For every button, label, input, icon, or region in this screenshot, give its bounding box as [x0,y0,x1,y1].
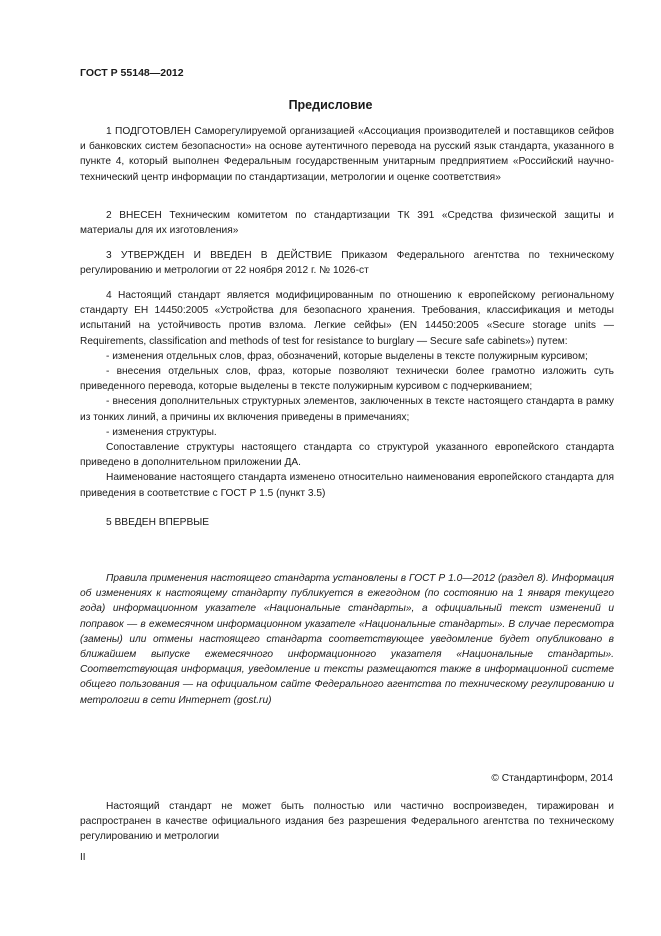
section-4 [80,288,614,501]
reproduction-notice [80,799,614,845]
reproduction-notice-text: Настоящий стандарт не может быть полностью или частично воспроизведен, тиражирован и распространен в качестве официального издания без разрешения Федерального агентства по техническому регулированию и метрологии [80,801,614,843]
section-4-item-2: - внесения отдельных слов, фраз, которые позволяют технически более грамотно изложить суть приведенного перевода, которые выделены в тексте полужирным курсивом с подчеркиванием; [80,366,614,393]
copyright-line: © Стандартинформ, 2014 [491,773,613,784]
document-id-header: ГОСТ Р 55148—2012 [80,67,184,79]
section-4-comparison: Сопоставление структуры настоящего стандарта со структурой указанного европейского стандарта приведено в дополнительном приложении ДА. [80,442,614,469]
section-5 [80,515,614,530]
section-5-text: 5 ВВЕДЕН ВПЕРВЫЕ [106,517,210,528]
page-title: Предисловие [288,98,373,112]
section-1 [80,124,614,185]
section-4-item-3: - внесения дополнительных структурных элементов, заключенных в тексте настоящего стандарта в рамку из тонких линий, а причины их включения приведены в примечаниях; [80,396,614,423]
rules-notice [80,571,614,708]
section-3 [80,248,614,278]
section-4-item-1: - изменения отдельных слов, фраз, обозначений, которые выделены в тексте полужирным курсивом; [106,350,588,362]
page-number: II [80,852,86,863]
section-4-item-4: - изменения структуры. [106,426,217,438]
section-2-text: 2 ВНЕСЕН Техническим комитетом по стандартизации ТК 391 «Средства физической защиты и материалы для их изготовления» [80,210,614,237]
section-3-text: 3 УТВЕРЖДЕН И ВВЕДЕН В ДЕЙСТВИЕ Приказом Федерального агентства по техническому регулированию и метрологии от 22 ноября 2012 г. № 1026-ст [80,250,614,277]
rules-notice-text: Правила применения настоящего стандарта установлены в ГОСТ Р 1.0—2012 (раздел 8). Информация об изменениях к настоящему стандарту публикуется в ежегодном (по состоянию на 1 января текущего года) информационном указателе «Национальные стандарты», а официальный текст изменений и поправок — в ежемесячном информационном указателе «Национальные стандарты». В случае пересмотра (замены) или отмены настоящего стандарта соответствующее уведомление будет опубликовано в ближайшем выпуске ежемесячного информационного указателя «Национальные стандарты». Соответствующая информация, уведомление и тексты размещаются также в информационной системе общего пользования — на официальном сайте Федерального агентства по техническому регулированию и метрологии в сети Интернет (gost.ru) [80,573,614,706]
section-1-text: 1 ПОДГОТОВЛЕН Саморегулируемой организацией «Ассоциация производителей и поставщиков сейфов и банковских систем безопасности» на основе аутентичного перевода на русский язык стандарта, указанного в пункте 4, который выполнен Федеральным государственным унитарным предприятием «Российский научно-технический центр информации по стандартизации, метрологии и оценке соответствия» [80,126,614,183]
section-4-intro: 4 Настоящий стандарт является модифицированным по отношению к европейскому региональному стандарту ЕН 14450:2005 «Устройства для безопасного хранения. Требования, классификация и методы испытаний на устойчивость против взлома. Легкие сейфы» (EN 14450:2005 «Secure storage units — Requirements, classification and methods of test for resistance to burglary — Secure safe cabinets») путем: [80,290,614,347]
section-4-naming: Наименование настоящего стандарта изменено относительно наименования европейского стандарта для приведения в соответствие с ГОСТ Р 1.5 (пункт 3.5) [80,472,614,499]
section-2 [80,208,614,238]
